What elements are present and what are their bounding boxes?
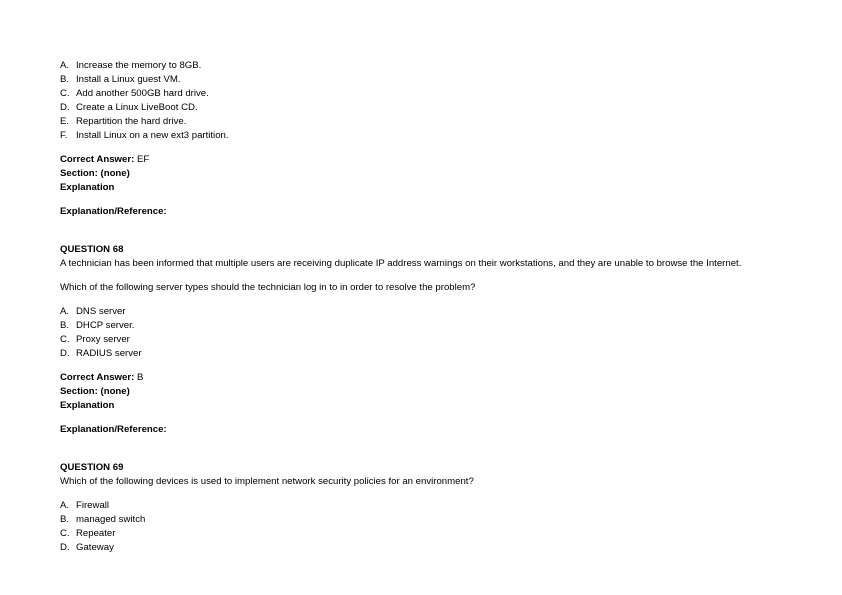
spacer bbox=[60, 295, 820, 305]
explanation-reference-label: Explanation/Reference: bbox=[60, 424, 167, 435]
question-prompt: Which of the following server types should the technician log in to in order to resolve the problem? bbox=[60, 282, 476, 293]
spacer bbox=[60, 195, 820, 205]
option-d: D. Create a Linux LiveBoot CD. bbox=[60, 102, 198, 113]
spacer bbox=[60, 219, 820, 243]
spacer bbox=[60, 413, 820, 423]
section-label: Section: (none) bbox=[60, 386, 130, 397]
option-c: C. Proxy server bbox=[60, 334, 130, 345]
question-69 bbox=[60, 461, 820, 555]
option-f: F. Install Linux on a new ext3 partition. bbox=[60, 130, 229, 141]
correct-answer: Correct Answer: B bbox=[60, 372, 144, 383]
explanation-label: Explanation bbox=[60, 182, 115, 193]
option-e: E. Repartition the hard drive. bbox=[60, 116, 187, 127]
option-a: A. Firewall bbox=[60, 500, 110, 511]
explanation-label: Explanation bbox=[60, 400, 115, 411]
option-a: A. DNS server bbox=[60, 306, 126, 317]
question-text: A technician has been informed that multiple users are receiving duplicate IP address warnings on their workstations, and they are unable to browse the Internet. bbox=[60, 258, 742, 269]
option-c: C. Add another 500GB hard drive. bbox=[60, 88, 209, 99]
option-c: C. Repeater bbox=[60, 528, 116, 539]
question-68 bbox=[60, 243, 820, 437]
option-d: D. RADIUS server bbox=[60, 348, 142, 359]
question-title: QUESTION 68 bbox=[60, 244, 124, 255]
question-text: Which of the following devices is used to implement network security policies for an environment? bbox=[60, 476, 474, 487]
document-page bbox=[60, 59, 820, 555]
option-b: B. managed switch bbox=[60, 514, 146, 525]
spacer bbox=[60, 361, 820, 371]
spacer bbox=[60, 437, 820, 461]
spacer bbox=[60, 271, 820, 281]
previous-question-options bbox=[60, 59, 820, 143]
correct-answer: Correct Answer: EF bbox=[60, 154, 150, 165]
option-d: D. Gateway bbox=[60, 542, 114, 553]
question-title: QUESTION 69 bbox=[60, 462, 124, 473]
option-a: A. Increase the memory to 8GB. bbox=[60, 60, 202, 71]
spacer bbox=[60, 143, 820, 153]
explanation-reference-label: Explanation/Reference: bbox=[60, 206, 167, 217]
section-label: Section: (none) bbox=[60, 168, 130, 179]
spacer bbox=[60, 489, 820, 499]
option-b: B. DHCP server. bbox=[60, 320, 135, 331]
option-b: B. Install a Linux guest VM. bbox=[60, 74, 181, 85]
